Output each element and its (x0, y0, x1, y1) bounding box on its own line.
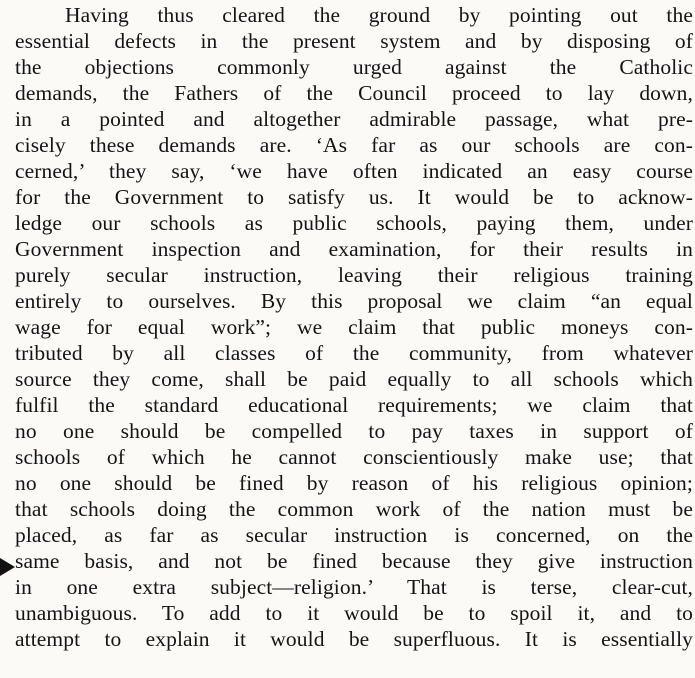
text-line-22: same basis, and not be fined because they give instruction (15, 549, 693, 573)
text-line-18: schools of which he cannot conscientiously make use; that (15, 445, 693, 469)
text-line-25: attempt to explain it would be superfluous. It is essentially (15, 627, 693, 651)
text-line-5: in a pointed and altogether admirable passage, what pre- (15, 107, 693, 131)
text-line-12: entirely to ourselves. By this proposal we claim “an equal (15, 289, 693, 313)
text-line-6: cisely these demands are. ‘As far as our schools are con- (15, 133, 693, 157)
text-line-14: tributed by all classes of the community, from whatever (15, 341, 693, 365)
text-line-7: cerned,’ they say, ‘we have often indicated an easy course (15, 159, 693, 183)
text-line-20: that schools doing the common work of the nation must be (15, 497, 693, 521)
text-line-24: unambiguous. To add to it would be to spoil it, and to (15, 601, 693, 625)
text-line-3: the objections commonly urged against the Catholic (15, 55, 693, 79)
text-line-13: wage for equal work”; we claim that public moneys con- (15, 315, 693, 339)
text-line-21: placed, as far as secular instruction is concerned, on the (15, 523, 693, 547)
text-line-19: no one should be fined by reason of his religious opinion; (15, 471, 693, 495)
text-line-2: essential defects in the present system and by disposing of (15, 29, 693, 53)
text-line-10: Government inspection and examination, for their results in (15, 237, 693, 261)
text-line-17: no one should be compelled to pay taxes in support of (15, 419, 693, 443)
text-line-9: ledge our schools as public schools, paying them, under (15, 211, 693, 235)
text-line-15: source they come, shall be paid equally to all schools which (15, 367, 693, 391)
text-line-1: Having thus cleared the ground by pointing out the (65, 3, 693, 27)
text-line-11: purely secular instruction, leaving their religious training (15, 263, 693, 287)
text-line-4: demands, the Fathers of the Council proceed to lay down, (15, 81, 693, 105)
margin-pointer-icon (0, 558, 15, 576)
text-line-8: for the Government to satisfy us. It would be to acknow- (15, 185, 693, 209)
text-line-16: fulfil the standard educational requirements; we claim that (15, 393, 693, 417)
document-page (15, 0, 693, 678)
text-line-23: in one extra subject—religion.’ That is terse, clear-cut, (15, 575, 693, 599)
